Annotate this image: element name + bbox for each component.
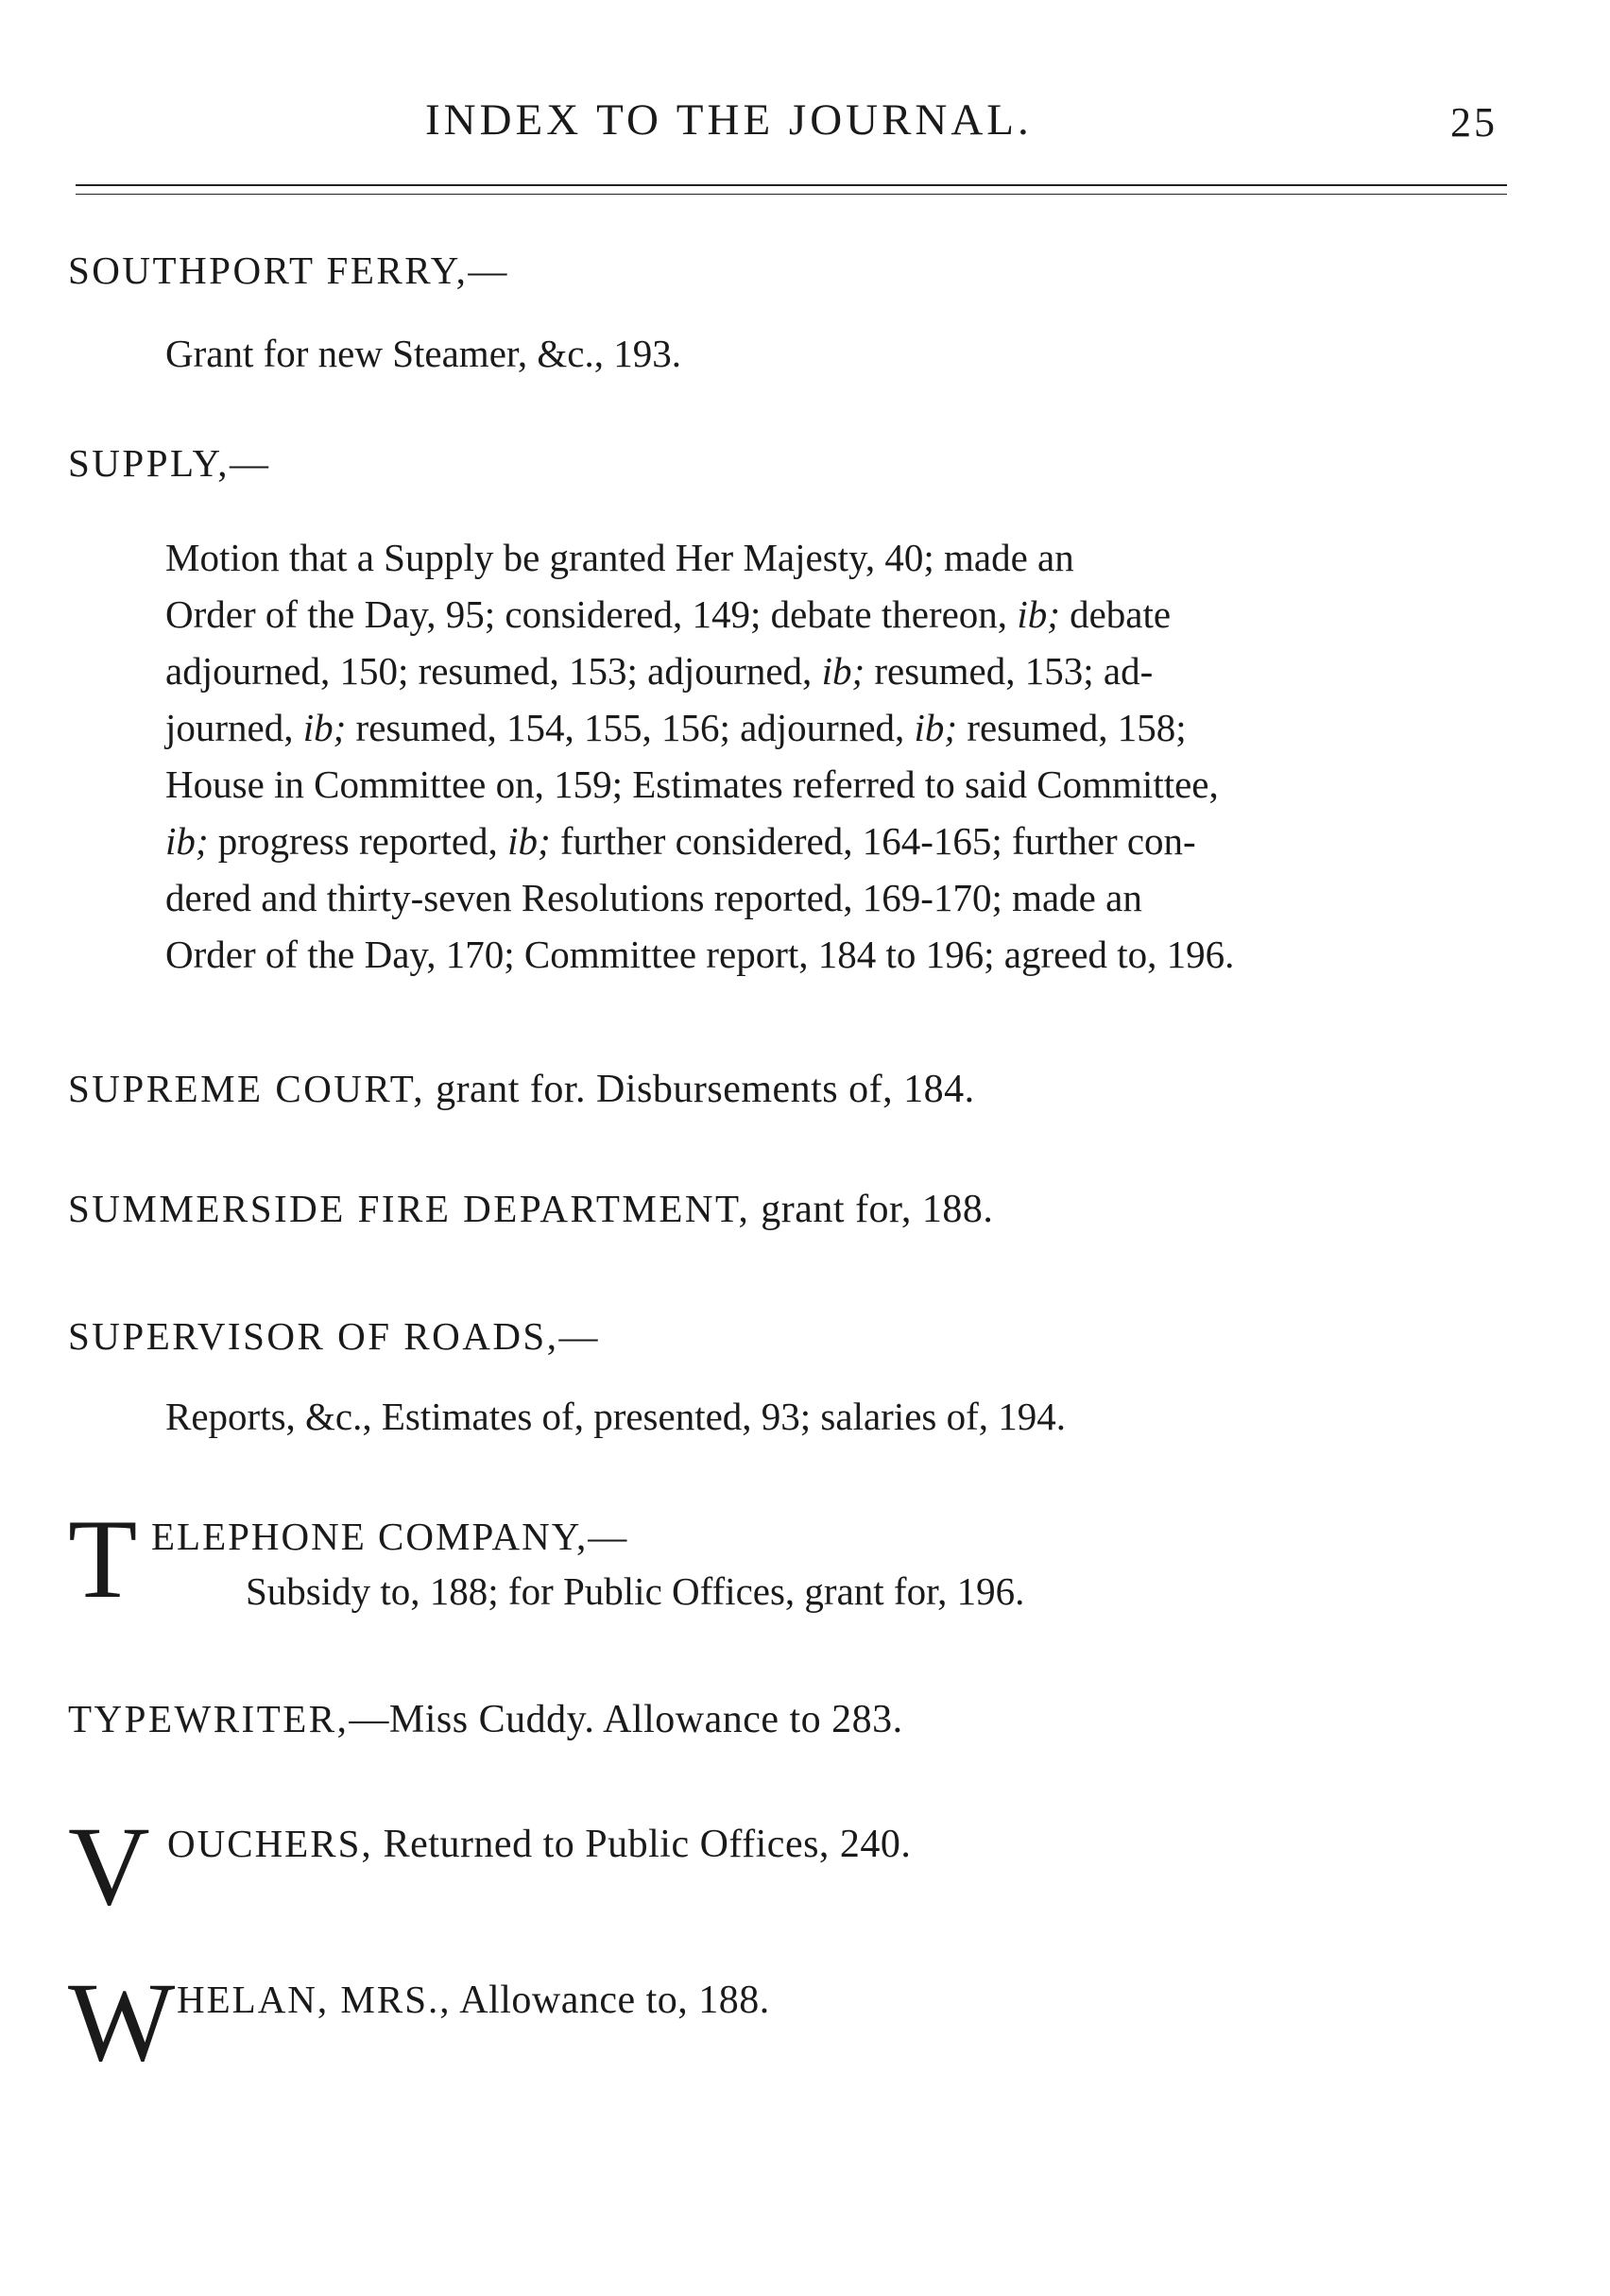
supply-ib: ib; (507, 819, 551, 863)
dropcap-v: V (68, 1803, 150, 1928)
entry-heading-southport-ferry: SOUTHPORT FERRY,— (68, 248, 509, 292)
supply-line-1: Motion that a Supply be granted Her Majesty, 40; made an (165, 536, 1074, 579)
entry-heading-supply: SUPPLY,— (68, 441, 271, 485)
supply-line-6a: progress reported, (208, 819, 508, 863)
header-rule-bottom (76, 194, 1507, 195)
header-rule-top (76, 184, 1507, 186)
entry-vouchers (68, 1803, 1485, 1932)
entry-heading-supreme-court: SUPREME COURT, (68, 1067, 426, 1110)
entry-heading-supervisor-roads: SUPERVISOR OF ROADS,— (68, 1314, 600, 1358)
entry-text-whelan: Allowance to, 188. (451, 1979, 770, 2022)
supply-line-4a: journed, (165, 706, 303, 749)
entry-text-vouchers: Returned to Public Offices, 240. (372, 1823, 912, 1866)
supply-line-2a: Order of the Day, 95; considered, 149; debate thereon, (165, 592, 1018, 636)
entry-sub-supervisor-roads: Reports, &c., Estimates of, presented, 93; salaries of, 194. (165, 1395, 1067, 1438)
entry-summerside (68, 1186, 993, 1232)
entry-whelan (68, 1959, 1485, 2088)
entry-text-typewriter: —Miss Cuddy. Allowance to 283. (349, 1698, 903, 1741)
entry-typewriter (68, 1696, 903, 1742)
entry-vouchers-line (167, 1821, 911, 1867)
entry-telephone-company (68, 1496, 1485, 1635)
supply-line-2b: debate (1059, 592, 1172, 636)
dropcap-t: T (68, 1496, 138, 1621)
page-header (0, 94, 1610, 161)
supply-line-4c: resumed, 158; (957, 706, 1187, 749)
supply-line-3a: adjourned, 150; resumed, 153; adjourned, (165, 649, 822, 693)
supply-ib: ib; (165, 819, 209, 863)
supply-ib: ib; (914, 706, 958, 749)
entry-heading-telephone: ELEPHONE COMPANY,— (151, 1515, 629, 1558)
entry-heading-summerside: SUMMERSIDE FIRE DEPARTMENT, (68, 1187, 751, 1230)
supply-ib: ib; (302, 706, 347, 749)
entry-heading-typewriter: TYPEWRITER, (68, 1697, 350, 1740)
entry-heading-whelan: HELAN, MRS., (177, 1978, 452, 2021)
entry-sub-southport-ferry: Grant for new Steamer, &c., 193. (165, 332, 681, 375)
page-number: 25 (1450, 99, 1498, 146)
entry-heading-vouchers: OUCHERS, (167, 1822, 373, 1865)
entry-paragraph-supply (165, 529, 1507, 983)
entry-supreme-court (68, 1066, 975, 1112)
supply-line-8: Order of the Day, 170; Committee report, 184 to 196; agreed to, 196. (165, 933, 1235, 976)
page-title: INDEX TO THE JOURNAL. (425, 95, 1033, 145)
supply-line-7: dered and thirty-seven Resolutions reported, 169-170; made an (165, 876, 1142, 919)
entry-whelan-line (177, 1977, 770, 2023)
supply-ib: ib; (821, 649, 865, 693)
supply-ib: ib; (1017, 592, 1060, 636)
entry-text-supreme-court: grant for. Disbursements of, 184. (425, 1068, 975, 1111)
supply-line-4b: resumed, 154, 155, 156; adjourned, (346, 706, 915, 749)
supply-line-6b: further considered, 164-165; further con- (550, 819, 1196, 863)
entry-text-summerside: grant for, 188. (750, 1188, 994, 1231)
entry-sub-telephone: Subsidy to, 188; for Public Offices, grant for, 196. (246, 1569, 1025, 1613)
supply-line-3b: resumed, 153; ad- (865, 649, 1154, 693)
dropcap-w: W (68, 1959, 176, 2084)
supply-line-5: House in Committee on, 159; Estimates referred to said Committee, (165, 762, 1219, 806)
